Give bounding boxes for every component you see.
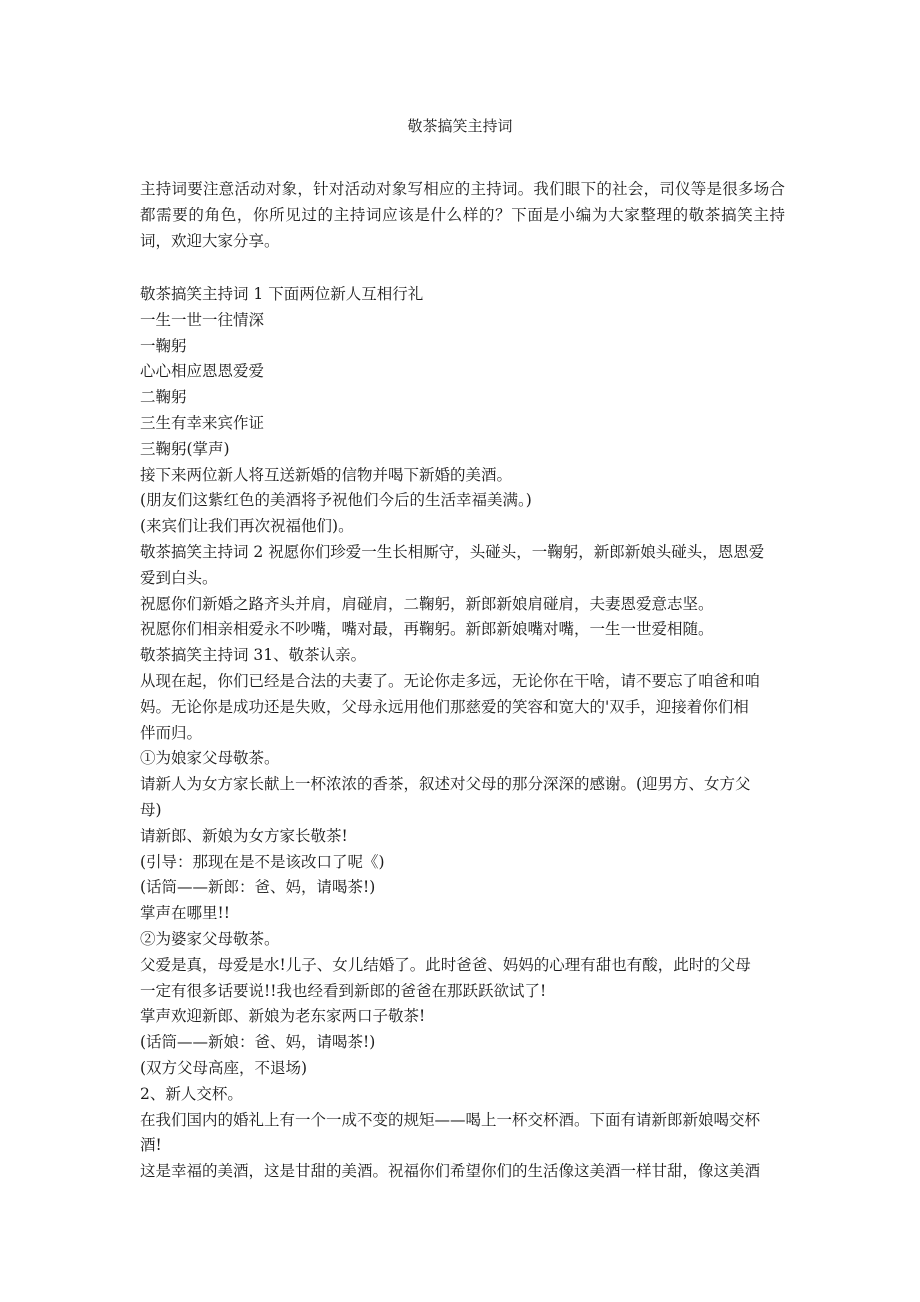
text-line: 一生一世一往情深 bbox=[140, 310, 265, 329]
text-line: 母) bbox=[140, 800, 162, 819]
text-line: ②为婆家父母敬茶。 bbox=[140, 929, 280, 948]
text-line: 掌声在哪里!! bbox=[140, 904, 230, 923]
document-title: 敬茶搞笑主持词 bbox=[407, 117, 513, 135]
text-line: 一定有很多话要说!!我也经看到新郎的爸爸在那跃跃欲试了! bbox=[140, 981, 547, 1000]
text-line: 妈。无论你是成功还是失败，父母永远用他们那慈爱的笑容和宽大的'双手，迎接着你们相 bbox=[140, 697, 749, 716]
text-line: 请新人为女方家长献上一杯浓浓的香茶，叙述对父母的那分深深的感谢。(迎男方、女方父 bbox=[140, 775, 751, 794]
text-line: (话筒——新娘：爸、妈，请喝茶!) bbox=[140, 1033, 376, 1052]
text-line: 这是幸福的美酒，这是甘甜的美酒。祝福你们希望你们的生活像这美酒一样甘甜，像这美酒 bbox=[140, 1162, 761, 1181]
text-line: 祝愿你们新婚之路齐头并肩，肩碰肩，二鞠躬，新郎新娘肩碰肩，夫妻恩爱意志坚。 bbox=[140, 594, 714, 613]
text-line: 祝愿你们相亲相爱永不吵嘴，嘴对最，再鞠躬。新郎新娘嘴对嘴，一生一世爱相随。 bbox=[140, 620, 714, 639]
text-line: 三鞠躬(掌声) bbox=[140, 439, 230, 458]
text-line: 敬茶搞笑主持词 31、敬茶认亲。 bbox=[140, 646, 367, 665]
text-line: (朋友们这紫红色的美酒将予祝他们今后的生活幸福美满。) bbox=[140, 491, 532, 510]
text-line: 在我们国内的婚礼上有一个一成不变的规矩——喝上一杯交杯酒。下面有请新郎新娘喝交杯 bbox=[140, 1110, 761, 1129]
text-line: 请新郎、新娘为女方家长敬茶! bbox=[140, 826, 348, 845]
text-line: 心心相应恩恩爱爱 bbox=[140, 362, 265, 381]
text-line: 爱到白头。 bbox=[140, 568, 218, 587]
text-line: 2、新人交杯。 bbox=[140, 1084, 243, 1103]
text-line: (双方父母高座，不退场) bbox=[140, 1058, 308, 1077]
text-line: (来宾们让我们再次祝福他们)。 bbox=[140, 517, 354, 536]
text-line: 父爱是真，母爱是水!儿子、女儿结婚了。此时爸爸、妈妈的心理有甜也有酸，此时的父母 bbox=[140, 955, 751, 974]
text-line: 敬茶搞笑主持词 2 祝愿你们珍爱一生长相厮守，头碰头，一鞠躬，新郎新娘头碰头，恩恩爱 bbox=[140, 542, 765, 561]
text-line: 一鞠躬 bbox=[140, 336, 187, 355]
text-line: 敬茶搞笑主持词 1 下面两位新人互相行礼 bbox=[140, 285, 424, 303]
text-line: 二鞠躬 bbox=[140, 388, 187, 407]
text-line: 接下来两位新人将互送新婚的信物并喝下新婚的美酒。 bbox=[140, 465, 513, 484]
text-line: 酒! bbox=[140, 1136, 162, 1155]
text-line: ①为娘家父母敬茶。 bbox=[140, 749, 280, 768]
text-line: (引导：那现在是不是该改口了呢《) bbox=[140, 852, 385, 871]
document-body bbox=[140, 282, 785, 1185]
text-line: 伴而归。 bbox=[140, 723, 203, 742]
text-line: 掌声欢迎新郎、新娘为老东家两口子敬茶! bbox=[140, 1007, 426, 1026]
text-line: 从现在起，你们已经是合法的夫妻了。无论你走多远，无论你在干啥，请不要忘了咱爸和咱 bbox=[140, 671, 761, 690]
text-line: (话筒——新郎：爸、妈，请喝茶!) bbox=[140, 878, 376, 897]
text-line: 三生有幸来宾作证 bbox=[140, 413, 265, 432]
intro-paragraph: 主持词要注意活动对象，针对活动对象写相应的主持词。我们眼下的社会，司仪等是很多场合都需要的角色，你所见过的主持词应该是什么样的？下面是小编为大家整理的敬茶搞笑主持词，欢迎大家分享。 bbox=[140, 180, 785, 250]
